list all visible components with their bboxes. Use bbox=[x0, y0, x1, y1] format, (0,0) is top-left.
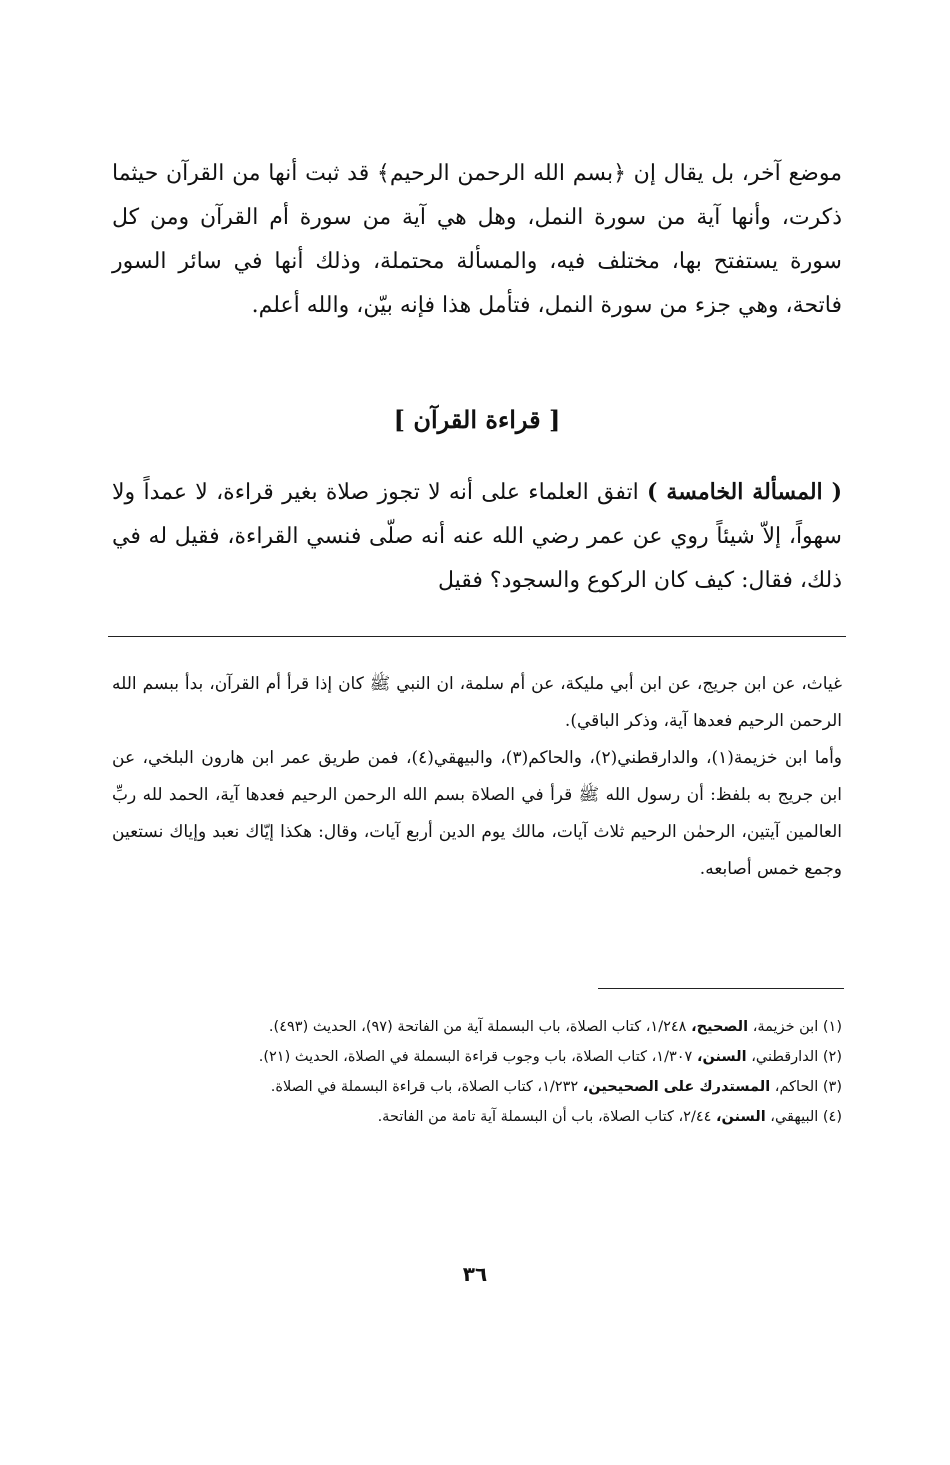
footnote-1-reference: ١/٢٤٨، كتاب الصلاة، باب البسملة آية من الفاتحة (٩٧)، الحديث (٤٩٣). bbox=[268, 1019, 692, 1035]
commentary-paragraph-2-text: وأما ابن خزيمة(١)، والدارقطني(٢)، والحاكم(٣)، والبيهقي(٤)، فمن طريق عمر ابن هارون البلخي، عن ابن جريج به بلفظ: أن رسول الله ﷺ قرأ في الصلاة بسم الله الرحمن الرحيم فعدها آية، الحمد لله ربِّ العالمين آيتين، الرحمٰن الرحيم ثلاث آيات، مالك يوم الدين أربع آيات، وقال: هكذا إيّاك نعبد وإياك نستعين وجمع خمس أصابعه. bbox=[112, 748, 842, 879]
footnote-1-work: الصحيح، bbox=[691, 1019, 749, 1035]
issue-label: ( المسألة الخامسة ) bbox=[647, 479, 842, 505]
footnote-2 bbox=[112, 1042, 842, 1072]
text-divider bbox=[108, 636, 846, 637]
footnote-2-reference: ١/٣٠٧، كتاب الصلاة، باب وجوب قراءة البسملة في الصلاة، الحديث (٢١). bbox=[258, 1049, 697, 1065]
footnote-1 bbox=[112, 1012, 842, 1042]
commentary-paragraph-1-text: غياث، عن ابن جريج، عن ابن أبي مليكة، عن أم سلمة، ان النبي ﷺ كان إذا قرأ أم القرآن، بدأ ببسم الله الرحمن الرحيم فعدها آية، وذكر الباقي). bbox=[112, 674, 842, 731]
footnote-4-author: (٤) البيهقي، bbox=[765, 1109, 842, 1125]
main-paragraph-1 bbox=[112, 152, 842, 328]
footnote-divider bbox=[598, 988, 844, 989]
page-number: ٣٦ bbox=[462, 1262, 488, 1286]
footnote-4-work: السنن، bbox=[716, 1109, 766, 1125]
commentary-paragraph-2 bbox=[112, 740, 842, 888]
footnotes bbox=[112, 1012, 842, 1132]
footnote-2-work: السنن، bbox=[696, 1049, 747, 1065]
footnote-3-reference: ١/٢٣٢، كتاب الصلاة، باب قراءة البسملة في الصلاة. bbox=[270, 1079, 583, 1095]
footnote-3-work: المستدرك على الصحيحين، bbox=[582, 1079, 771, 1095]
footnote-4 bbox=[112, 1102, 842, 1132]
footnote-3-author: (٣) الحاكم، bbox=[770, 1079, 842, 1095]
main-paragraph-2-text bbox=[112, 470, 842, 603]
footnote-3 bbox=[112, 1072, 842, 1102]
main-paragraph-2-body: اتفق العلماء على أنه لا تجوز صلاة بغير قراءة، لا عمداً ولا سهواً، إلاّ شيئاً روي عن عمر رضي الله عنه أنه صلّى فنسي القراءة، فقيل له في ذلك، فقال: كيف كان الركوع والسجود؟ فقيل bbox=[112, 480, 842, 593]
main-paragraph-2 bbox=[112, 470, 842, 603]
main-paragraph-1-text: موضع آخر، بل يقال إن ﴿بسم الله الرحمن الرحيم﴾ قد ثبت أنها من القرآن حيثما ذكرت، وأنها آية من سورة النمل، وهل هي آية من سورة أم القرآن ومن كل سورة يستفتح بها، مختلف فيه، والمسألة محتملة، وذلك أنها في سائر السور فاتحة، وهي جزء من سورة النمل، فتأمل هذا فإنه بيّن، والله أعلم. bbox=[112, 161, 842, 318]
footnote-1-author: (١) ابن خزيمة، bbox=[748, 1019, 842, 1035]
commentary-paragraph-1 bbox=[112, 666, 842, 740]
footnote-4-reference: ٢/٤٤، كتاب الصلاة، باب أن البسملة آية تامة من الفاتحة. bbox=[377, 1109, 717, 1125]
section-heading: [ قراءة القرآن ] bbox=[393, 405, 561, 434]
footnote-2-author: (٢) الدارقطني، bbox=[746, 1049, 842, 1065]
